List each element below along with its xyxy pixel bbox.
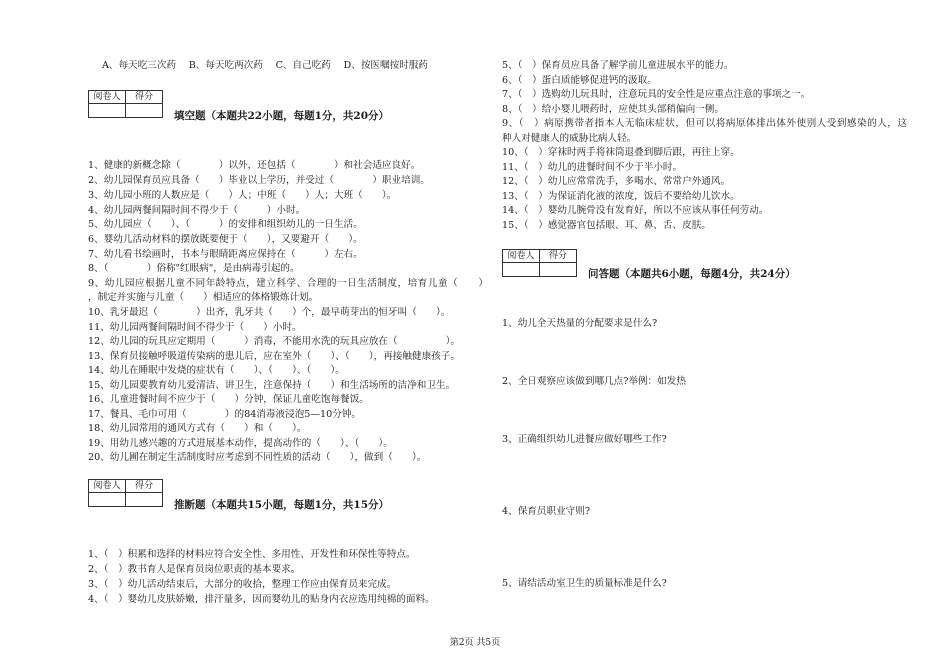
judge-item: 1、（ ）积累和选择的材料应符合安全性、多用性、开发性和环保性等特点。 — [88, 549, 416, 560]
fill-item: 17、餐具、毛巾可用（ ）的84消毒液浸泡5—10分钟。 — [88, 409, 361, 420]
judge-item: 4、（ ）婴幼儿皮肤娇嫩，排汗量多，因而婴幼儿的贴身内衣应选用纯棉的面料。 — [88, 594, 435, 605]
score-cell[interactable] — [126, 493, 163, 507]
page-footer: 第2页 共5页 — [449, 638, 501, 648]
judge-item-continued: 种人对健康人的威胁比病人轻。 — [502, 133, 637, 144]
fill-item: 20、幼儿圃在制定生活制度时应考虑到不同性质的活动（ ），做到（ ）。 — [88, 452, 427, 463]
top-options: A、每天吃三次药 B、每天吃两次药 C、自己吃药 D、按医嘱按时服药 — [102, 60, 428, 71]
judge-item: 11、（ ）幼儿的进餐时间不少于半小时。 — [502, 162, 683, 173]
score-label: 得分 — [126, 480, 163, 493]
judge-item: 13、（ ）为保证消化液的浓度，饭后不要给幼儿饮水。 — [502, 191, 740, 202]
fill-item: 19、用幼儿感兴趣的方式进展基本动作，提高动作的（ ）、（ ）。 — [88, 438, 393, 449]
score-cell[interactable] — [540, 263, 577, 277]
score-box-judge — [88, 479, 163, 507]
judge-item: 9、（ ）病原携带者指本人无临床症状，但可以将病原体排出体外使别人受到感染的人，这 — [502, 118, 907, 129]
fill-item: 14、幼儿在睡眠中发烧的症状有（ ）、（ ）、（ ）。 — [88, 365, 345, 376]
qa-item: 1、幼儿全天热量的分配要求是什么? — [502, 318, 658, 329]
fill-item: 4、幼儿园两餐间隔时间不得少于（ ）小时。 — [88, 205, 306, 216]
fill-item: 2、幼儿园保育员应具备（ ）毕业以上学历，并受过（ ）职业培训。 — [88, 175, 430, 186]
fill-item-continued: ，制定并实施与儿童（ ）相适应的体格锻炼计划。 — [88, 292, 319, 303]
fill-item: 13、保育员接触呼吸道传染病的患儿后，应在室外（ ）、（ ），再接触健康孩子。 — [88, 351, 460, 362]
qa-item: 2、全日观察应该做到哪几点?举例：如发热 — [502, 376, 686, 387]
fill-item: 10、乳牙最迟（ ）出齐，乳牙共（ ）个，最早萌芽出的恒牙叫（ ）。 — [88, 307, 451, 318]
fill-item: 12、幼儿园的玩具应定期用（ ）消毒，不能用水洗的玩具应放在（ ）。 — [88, 336, 460, 347]
section-title-judge: 推断题（本题共15小题，每题1分，共15分） — [174, 499, 390, 511]
fill-item: 15、幼儿园要教育幼儿爱清洁、讲卫生，注意保持（ ）和生活场所的洁净和卫生。 — [88, 380, 456, 391]
score-box-qa — [502, 249, 577, 277]
fill-item: 5、幼儿园应（ ）、（ ）的安排和组织幼儿的一日生活。 — [88, 219, 363, 230]
judge-item: 10、（ ）穿袜时两手将袜筒退叠到脚后跟，再往上穿。 — [502, 147, 740, 158]
fill-item: 3、幼儿园小班的人数应是（ ）人；中班（ ）人；大班（ ）。 — [88, 190, 397, 201]
judge-item: 6、（ ）蛋白质能够促进钙的汲取。 — [502, 75, 657, 86]
qa-item: 3、正确组织幼儿进餐应做好哪些工作? — [502, 434, 667, 445]
fill-item: 8、（ ）俗称"红眼病"，是由病毒引起的。 — [88, 263, 300, 274]
section-title-fill: 填空题（本题共22小题，每题1分，共20分） — [174, 110, 390, 122]
fill-item: 11、幼儿园两餐间隔时间不得少于（ ）小时。 — [88, 322, 302, 333]
fill-item: 18、幼儿园常用的通风方式有（ ）和（ ）。 — [88, 423, 307, 434]
judge-item: 7、（ ）选购幼儿玩具时，注意玩具的安全性是应重点注意的事项之一。 — [502, 89, 811, 100]
fill-item: 1、健康的新概念除（ ）以外，还包括（ ）和社会适应良好。 — [88, 160, 421, 171]
qa-item: 5、请结活动室卫生的质量标准是什么? — [502, 578, 667, 589]
judge-item: 12、（ ）幼儿应常常洗手，多喝水、常常户外通风。 — [502, 176, 731, 187]
score-label: 得分 — [126, 91, 163, 104]
grader-cell[interactable] — [503, 263, 540, 277]
score-cell[interactable] — [126, 104, 163, 118]
judge-item: 2、（ ）教书育人是保育员岗位职责的基本要求。 — [88, 564, 301, 575]
grader-cell[interactable] — [89, 493, 126, 507]
grader-label: 阅卷人 — [89, 91, 126, 104]
fill-item: 7、幼儿看书绘画时，书本与眼睛距离应保持在（ ）左右。 — [88, 249, 363, 260]
fill-item: 9、幼儿园应根据儿童不同年龄特点，建立科学、合理的一日生活制度，培育儿童（ ） — [88, 278, 488, 289]
grader-label: 阅卷人 — [89, 480, 126, 493]
judge-item: 8、（ ）给小婴儿喂药时，应使其头部稍偏向一侧。 — [502, 104, 724, 115]
judge-item: 14、（ ）婴幼儿腕骨没有发育好，所以不应该从事任何劳动。 — [502, 205, 769, 216]
judge-item: 15、（ ）感觉器官包括眼、耳、鼻、舌、皮肤。 — [502, 220, 711, 231]
score-box-fill — [88, 90, 163, 118]
score-label: 得分 — [540, 250, 577, 263]
qa-item: 4、保育员职业守则? — [502, 506, 590, 517]
section-title-qa: 问答题（本题共6小题，每题4分，共24分） — [588, 268, 796, 280]
fill-item: 6、婴幼儿活动材料的摆放既要便于（ ），又要避开（ ）。 — [88, 234, 363, 245]
judge-item: 3、（ ）幼儿活动结束后，大部分的收拾，整理工作应由保育员来完成。 — [88, 579, 397, 590]
grader-cell[interactable] — [89, 104, 126, 118]
fill-item: 16、儿童进餐时间不应少于（ ）分钟，保证儿童吃饱每餐饭。 — [88, 394, 369, 405]
judge-item: 5、（ ）保育员应具备了解学前儿童进展水平的能力。 — [502, 60, 734, 71]
grader-label: 阅卷人 — [503, 250, 540, 263]
